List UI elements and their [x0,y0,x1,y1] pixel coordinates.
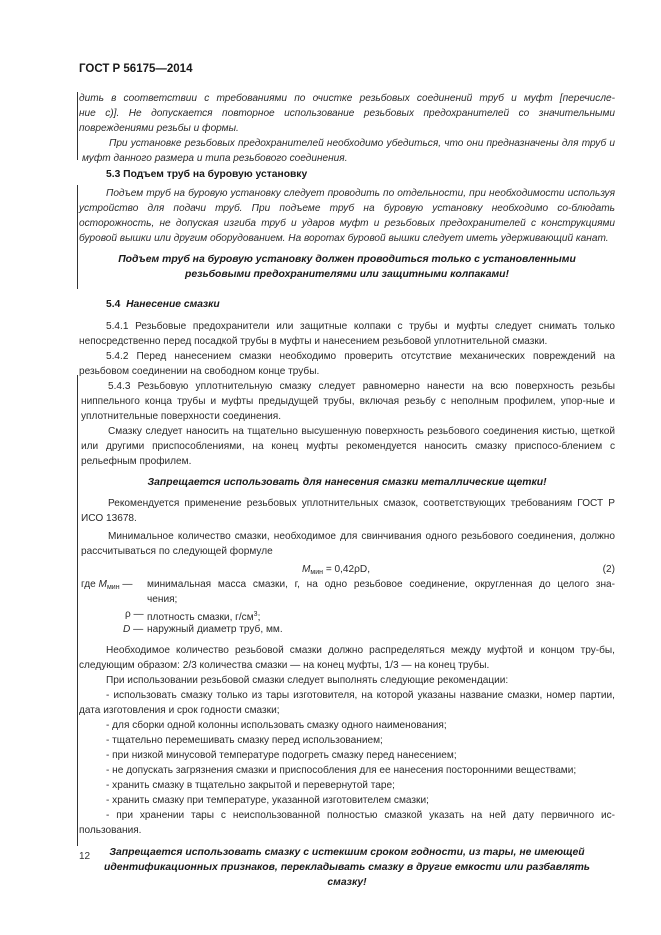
document-header: ГОСТ Р 56175—2014 [79,63,193,75]
warning-line: идентификационных признаков, перекладывать смазку в другие емкости или разбавлять [104,862,590,873]
paragraph: 5.4.3 Резьбовую уплотнительную смазку следует равномерно нанести на всю поверхность резьбы ниппельного конца трубы и муфты предыдущей трубы, включая резьбу с неполным профилем, упор-ные и уплотнительные поверхности соединения. [81,381,615,422]
continuation-line: повреждениями резьбы и формы. [79,123,239,134]
continuation-line: ние с)]. Не допускается повторное использование резьбовых предохранителей со значительными [79,108,615,119]
section-heading: 5.3 Подъем труб на буровую установку [106,169,308,180]
section-title: Нанесение смазки [126,299,220,310]
list-item: - хранить смазку в тщательно закрытой и перевернутой таре; [106,780,395,791]
section-5-4 [79,297,615,890]
definition-text: минимальная масса смазки, г, на одно резьбовое соединение, округленная до целого зна- [147,579,615,590]
list-item: - тщательно перемешивать смазку перед использованием; [106,735,383,746]
list-item: - для сборки одной колонны использовать смазку одного наименования; [106,720,447,731]
definition-row [79,592,615,607]
definition-text: чения; [147,594,178,605]
warning-line: Запрещается использовать смазку с истекшим сроком годности, из тары, не имеющей [109,847,585,858]
list-item: - при хранении тары с неиспользованной полностью смазкой указать на ней дату первичного ис-пользования. [79,810,615,836]
paragraph: 5.4.2 Перед нанесением смазки необходимо проверить отсутствие механических повреждений на резьбовом соединении на свободном конце трубы. [79,351,615,377]
definition-row: ρ — плотность смазки, $г/см^3$; [79,607,615,622]
definition-row: где $M_{мин}$ — минимальная масса смазки, г, на одно резьбовое соединение, округленная до целого зна- [81,579,615,591]
paragraph: Смазку следует наносить на тщательно высушенную поверхность резьбового соединения кистью, щеткой или другими приспособлениями, на конец муфты рекомендуется наносить смазку приспосо-блением с рельефным профилем. [81,426,615,467]
definition-row: D — наружный диаметр труб, мм. [79,622,615,637]
continuation-line: дить в соответствии с требованиями по очистке резьбовых соединений труб и муфт [перечисле- [79,93,615,104]
paragraph: Подъем труб на буровую установку следует проводить по отдельности, при необходимости используя устройство для подачи труб. При подъеме труб на буровую установку необходимо со-блюдать осторожность, не допуская изгиба труб и ударов муфт и резьбовых предохранителей с конструкциями буровой вышки или другим оборудованием. На воротах буровой вышки следует иметь удерживающий канат. [79,188,615,244]
warning-line: Запрещается использовать для нанесения смазки металлические щетки! [147,477,547,488]
definition-text: плотность смазки, $г/см^3$; [147,611,261,623]
paragraph: При установке резьбовых предохранителей необходимо убедиться, что они предназначены для труб и муфт данного размера и типа резьбового соединения. [82,138,615,164]
page-number: 12 [79,851,91,862]
warning-line: Подъем труб на буровую установку должен проводиться только с установленными [118,254,576,265]
list-item: - хранить смазку при температуре, указанной изготовителем смазки; [106,795,429,806]
paragraph: 5.4.1 Резьбовые предохранители или защитные колпаки с трубы и муфты следует снимать только непосредственно перед посадкой трубы в муфты и нанесением резьбовой уплотнительной смазки. [79,321,615,347]
list-item: - не допускать загрязнения смазки и приспособления для ее нанесения посторонними веществами; [106,765,577,776]
definition-text: наружный диаметр труб, мм. [147,624,283,635]
paragraph: Минимальное количество смазки, необходимое для свинчивания одного резьбового соединения, должно рассчитываться по следующей формуле [81,531,615,557]
list-item: - использовать смазку только из тары изготовителя, на которой указаны название смазки, номер партии, дата изготовления и срок годности смазки; [79,690,615,716]
paragraph: Необходимое количество резьбовой смазки должно распределяться между муфтой и концом тру-бы, следующим образом: 2/3 количества смазки — на конец муфты, 1/3 — на конец трубы. [79,645,615,671]
continuation-block [79,91,615,166]
section-heading [79,297,615,312]
section-number: 5.4 [106,299,121,310]
list-item: - при низкой минусовой температуре подогреть смазку перед нанесением; [106,750,457,761]
paragraph: Рекомендуется применение резьбовых уплотнительных смазок, соответствующих требованиям ГОСТ Р ИСО 13678. [81,498,615,524]
section-5-3 [79,167,615,282]
formula [79,562,615,577]
warning-line: смазку! [327,877,367,888]
warning-line: резьбовыми предохранителями или защитными колпаками! [185,269,509,280]
formula-expression: $M_{мин} = 0,42\rho D$, [302,564,370,576]
paragraph: При использовании резьбовой смазки следует выполнять следующие рекомендации: [106,675,509,686]
formula-number: (2) [602,564,615,575]
